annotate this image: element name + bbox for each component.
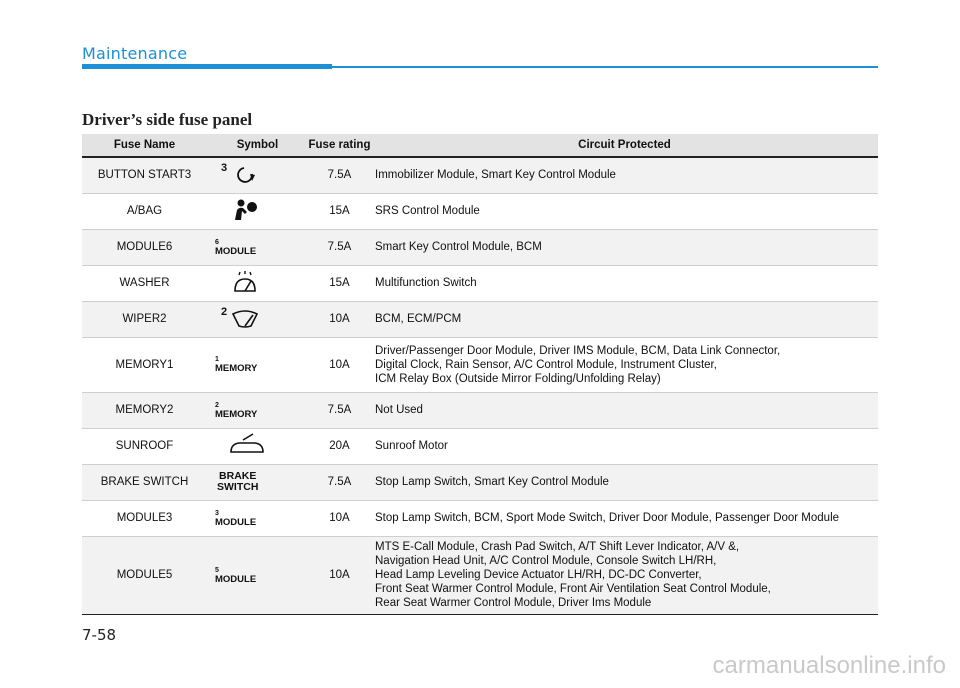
symbol-cell	[207, 428, 308, 464]
table-row	[82, 428, 878, 464]
table-row	[82, 157, 878, 193]
fuse-rating-cell: 10A	[308, 337, 371, 392]
fuse-rating-cell: 10A	[308, 500, 371, 536]
circuit-line: BCM, ECM/PCM	[375, 313, 462, 325]
circuit-protected-cell	[371, 464, 878, 500]
header-rule-thick	[82, 64, 332, 69]
fuse-rating-cell: 7.5A	[308, 464, 371, 500]
symbol-number: 1	[215, 356, 219, 363]
symbol-text: MODULE	[215, 573, 257, 585]
circuit-protected-cell	[371, 392, 878, 428]
fuse-name-cell: MEMORY2	[82, 392, 207, 428]
column-header-fuse-rating: Fuse rating	[308, 134, 371, 157]
column-header-circuit-protected: Circuit Protected	[371, 134, 878, 157]
header-title: Maintenance	[82, 44, 188, 63]
table-row	[82, 229, 878, 265]
column-header-fuse-name: Fuse Name	[82, 134, 207, 157]
symbol-cell	[207, 392, 308, 428]
fuse-rating-cell: 10A	[308, 536, 371, 614]
symbol-cell	[207, 536, 308, 614]
symbol-cell	[207, 500, 308, 536]
circuit-line: Sunroof Motor	[375, 440, 448, 452]
table-row	[82, 337, 878, 392]
circuit-line: Not Used	[375, 404, 423, 416]
circuit-protected-cell	[371, 229, 878, 265]
fuse-rating-cell: 7.5A	[308, 392, 371, 428]
fuse-name-cell: WIPER2	[82, 301, 207, 337]
fuse-name-cell: WASHER	[82, 265, 207, 301]
page-number: 7-58	[82, 626, 117, 644]
module-symbol	[215, 238, 256, 256]
circuit-protected-cell	[371, 428, 878, 464]
fuse-rating-cell: 15A	[308, 265, 371, 301]
symbol-cell	[207, 464, 308, 500]
fuse-table	[82, 134, 878, 615]
circuit-protected-cell	[371, 193, 878, 229]
module-symbol	[215, 566, 256, 584]
watermark: carmanualsonline.info	[712, 652, 946, 679]
circuit-line: Driver/Passenger Door Module, Driver IMS Module, BCM, Data Link Connector,	[375, 344, 781, 357]
circuit-line: Rear Seat Warmer Control Module, Driver Ims Module	[375, 597, 652, 609]
symbol-cell	[207, 265, 308, 301]
circuit-protected-cell	[371, 265, 878, 301]
fuse-rating-cell: 15A	[308, 193, 371, 229]
symbol-cell	[207, 229, 308, 265]
circuit-line: Stop Lamp Switch, Smart Key Control Module	[375, 476, 609, 488]
fuse-rating-cell: 7.5A	[308, 229, 371, 265]
module-symbol	[215, 401, 257, 419]
symbol-number: 3	[215, 509, 219, 517]
airbag-icon	[225, 198, 265, 222]
circuit-line: SRS Control Module	[375, 205, 480, 217]
table-row	[82, 464, 878, 500]
symbol-cell	[207, 193, 308, 229]
table-row	[82, 301, 878, 337]
circuit-protected-cell	[371, 337, 878, 392]
circuit-line: Navigation Head Unit, A/C Control Module, Console Switch LH/RH,	[375, 555, 717, 567]
sunroof-icon	[225, 432, 269, 458]
module-symbol	[215, 509, 256, 527]
fuse-name-cell: MODULE3	[82, 500, 207, 536]
symbol-number: 3	[221, 162, 228, 174]
brake-switch-symbol	[217, 471, 258, 493]
table-row	[82, 536, 878, 614]
symbol-number: 2	[221, 305, 228, 318]
table-row	[82, 265, 878, 301]
fuse-name-cell: MEMORY1	[82, 337, 207, 392]
symbol-text: MEMORY	[215, 363, 258, 374]
circuit-line: Stop Lamp Switch, BCM, Sport Mode Switch, Driver Door Module, Passenger Door Module	[375, 512, 840, 524]
fuse-rating-cell: 20A	[308, 428, 371, 464]
fuse-name-cell: MODULE6	[82, 229, 207, 265]
symbol-number: 6	[215, 238, 219, 246]
symbol-cell	[207, 301, 308, 337]
fuse-name-cell: BRAKE SWITCH	[82, 464, 207, 500]
symbol-line: SWITCH	[217, 481, 259, 493]
column-header-symbol: Symbol	[207, 134, 308, 157]
circuit-line: Multifunction Switch	[375, 277, 477, 289]
symbol-text: MODULE	[215, 516, 257, 528]
circuit-line: Immobilizer Module, Smart Key Control Module	[375, 169, 616, 182]
symbol-number: 5	[215, 566, 219, 574]
symbol-line: BRAKE	[219, 470, 257, 482]
fuse-rating-cell: 10A	[308, 301, 371, 337]
circuit-protected-cell	[371, 536, 878, 614]
fuse-name-cell: SUNROOF	[82, 428, 207, 464]
fuse-name-cell: A/BAG	[82, 193, 207, 229]
symbol-cell	[207, 157, 308, 193]
fuse-name-cell: BUTTON START3	[82, 157, 207, 193]
circuit-protected-cell	[371, 157, 878, 193]
symbol-text: MODULE	[215, 245, 257, 257]
circuit-line: Digital Clock, Rain Sensor, A/C Control Module, Instrument Cluster,	[375, 358, 717, 371]
circuit-line: Head Lamp Leveling Device Actuator LH/RH, DC-DC Converter,	[375, 569, 702, 581]
fuse-rating-cell: 7.5A	[308, 157, 371, 193]
module-symbol	[215, 355, 257, 373]
circuit-line: Smart Key Control Module, BCM	[375, 241, 542, 253]
symbol-number: 2	[215, 401, 219, 409]
circuit-protected-cell	[371, 500, 878, 536]
button-start-icon	[225, 162, 265, 186]
circuit-line: Front Seat Warmer Control Module, Front Air Ventilation Seat Control Module,	[375, 583, 771, 595]
section-title: Driver’s side fuse panel	[82, 110, 253, 129]
symbol-cell	[207, 337, 308, 392]
header-rule-thin	[332, 66, 878, 68]
table-row	[82, 193, 878, 229]
circuit-line: MTS E-Call Module, Crash Pad Switch, A/T Shift Lever Indicator, A/V &,	[375, 541, 740, 553]
fuse-name-cell: MODULE5	[82, 536, 207, 614]
washer-icon	[225, 269, 265, 295]
circuit-line: ICM Relay Box (Outside Mirror Folding/Unfolding Relay)	[375, 372, 661, 385]
symbol-text: MEMORY	[215, 408, 258, 420]
table-row	[82, 500, 878, 536]
table-header-row	[82, 134, 878, 157]
wiper-icon	[225, 306, 265, 330]
table-row	[82, 392, 878, 428]
circuit-protected-cell	[371, 301, 878, 337]
